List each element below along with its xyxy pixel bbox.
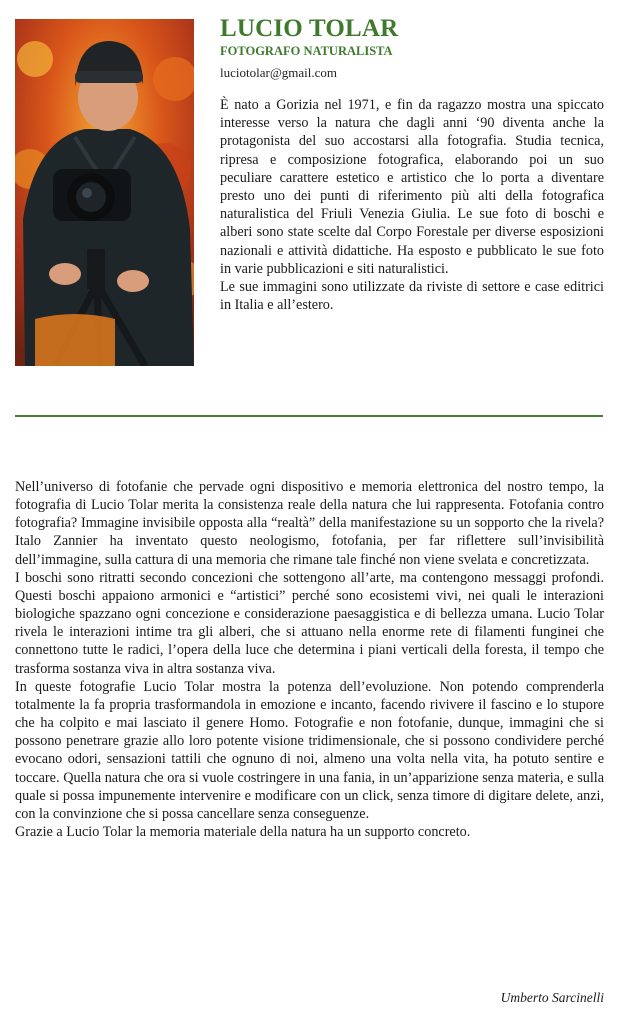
photographer-portrait-icon <box>15 19 194 366</box>
photographer-name: LUCIO TOLAR <box>220 15 399 42</box>
bio-paragraph: È nato a Gorizia nel 1971, e fin da ragazzo mostra una spiccato interesse verso la natura che dagli anni ‘90 diventa anche la protagonista del suo accostarsi alla fotografia. Studia tecnica, ripresa e composizione fotografica, elaborando poi un suo peculiare carattere estetico e artistico che lo porta a diventare presto uno dei punti di riferimento più alti della fotografica naturalistica del Friuli Venezia Giulia. Le sue foto di boschi e alberi sono state scelte dal Corpo Forestale per diverse esposizioni nazionali e attività didattiche. Ha esposto e pubblicato le sue foto in varie pubblicazioni e siti naturalistici. <box>220 97 604 277</box>
essay-text <box>15 478 604 841</box>
essay-paragraph: Nell’universo di fotofanie che pervade ogni dispositivo e memoria elettronica del nostro tempo, la fotografia di Lucio Tolar merita la consistenza reale della natura che lui rappresenta. Fotofania contro fotografia? Immagine invisibile opposta alla “realtà” della manifestazione su un sopporto che la rivela? Italo Zannier ha inventato questo neologismo, fotofania, per far riflettere sull’invisibilità dell’immagine, sulla cattura di una memoria che rimane tale finché non viene svelata e concretizzata. <box>15 479 604 568</box>
author-signature: Umberto Sarcinelli <box>500 990 604 1005</box>
photographer-portrait <box>15 19 194 366</box>
email-link[interactable]: luciotolar@gmail.com <box>220 65 338 80</box>
profile-header <box>220 16 605 81</box>
essay-paragraph: Grazie a Lucio Tolar la memoria materiale della natura ha un supporto concreto. <box>15 823 471 840</box>
bio-paragraph: Le sue immagini sono utilizzate da riviste di settore e case editrici in Italia e all’estero. <box>220 279 604 314</box>
essay-paragraph: In queste fotografie Lucio Tolar mostra la potenza dell’evoluzione. Non potendo comprenderla totalmente la fa propria trasformandola in emozione e incanto, facendo rivivere il fascino e lo stupore che ha colpito e mai lasciato il genere Homo. Fotografie e non fotofanie, dunque, immagini che si possono penetrare grazie allo loro potente visione tridimensionale, che si possono condividere perché evocano odori, sensazioni tattili che ognuno di noi, almeno una volta nella vita, ha potuto sentire e toccare. Quella natura che ora si vuole costringere in una fania, in un’apparizione senza materia, e sulla quale si possa impunemente intervenire e modificare con un click, senza timore di digitare delete, anzi, con la convinzione che si possa cancellare senza conseguenze. <box>15 678 604 822</box>
photographer-role: FOTOGRAFO NATURALISTA <box>220 44 393 58</box>
biography <box>220 96 604 314</box>
essay-paragraph: I boschi sono ritratti secondo concezioni che sottengono all’arte, ma contengono messaggi profondi. Questi boschi appaiono armonici e “artistici” perché sono ecosistemi vivi, nei quali le interazioni biologiche spazzano ogni concezione e considerazione paesaggistica e di bellezza umana. Lucio Tolar rivela le interazioni intime tra gli alberi, che si attuano nella enorme rete di filamenti funginei che connettono tutte le radici, l’opera della luce che determina i piani verticali della foresta, il tempo che trasforma sostanza viva in altra sostanza viva. <box>15 569 604 677</box>
section-divider <box>15 415 603 417</box>
